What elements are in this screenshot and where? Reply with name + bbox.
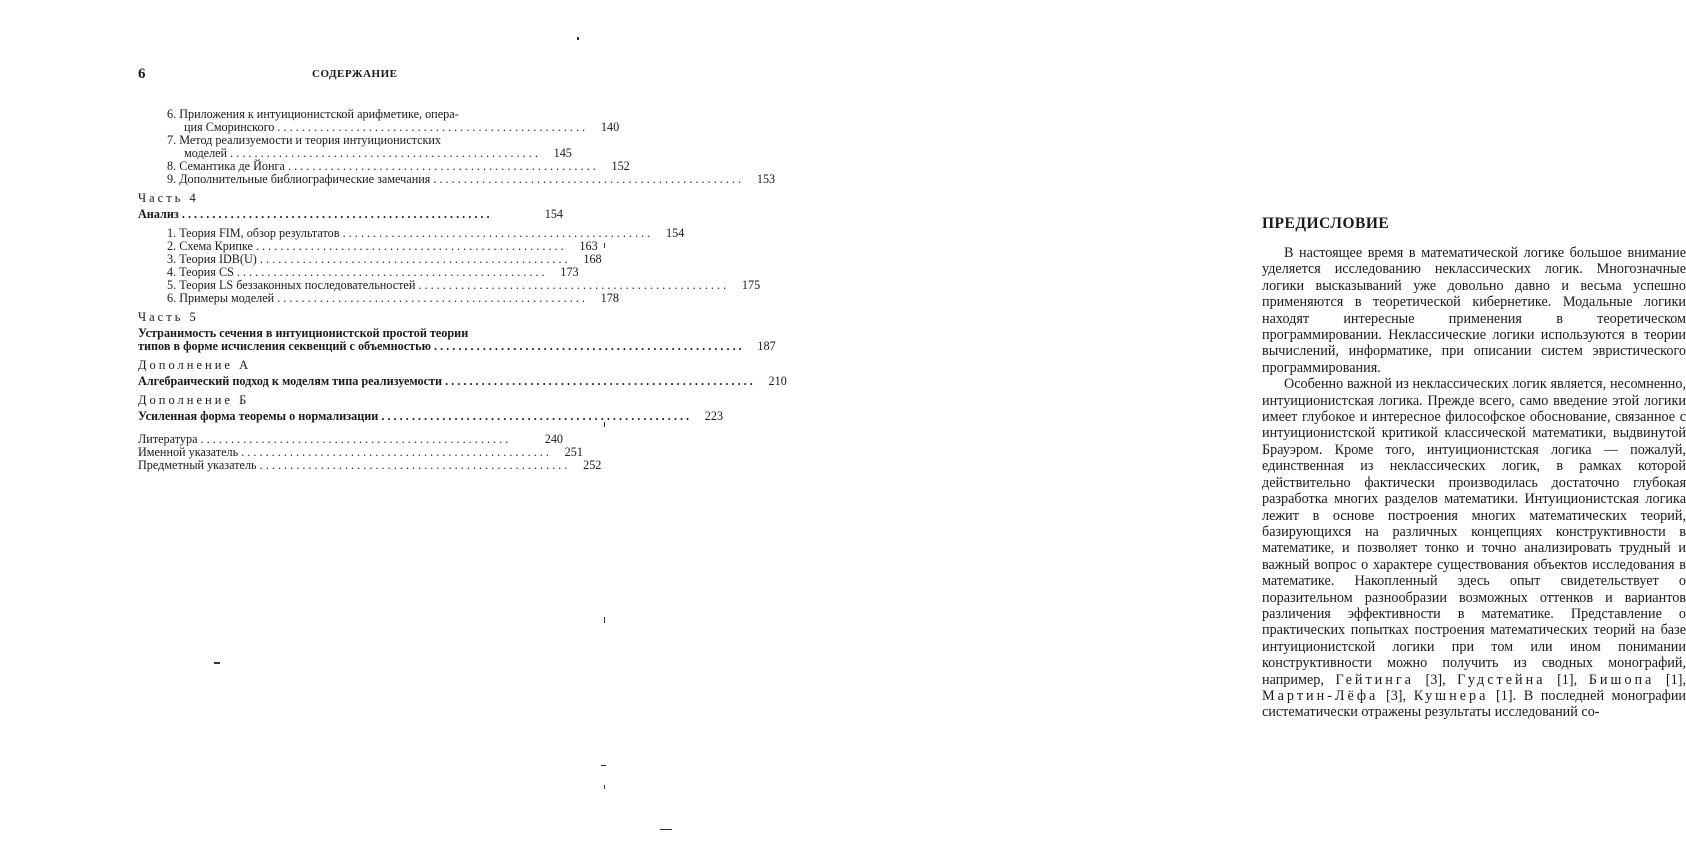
toc-page-number: 152: [611, 159, 630, 173]
toc-entry: [138, 107, 620, 134]
toc-entry-text: Теория IDB(U): [179, 252, 257, 266]
toc-entry: [138, 291, 619, 305]
running-head: [138, 66, 568, 84]
toc-entry-number: 7.: [167, 133, 177, 147]
toc-page-number: 163: [579, 239, 598, 253]
scan-speck: [604, 422, 605, 427]
paragraph: В настоящее время в математической логике большое внимание уделяется исследованию неклассических логик. Многозначные логики высказываний уже довольно давно и весьма успешно применяются в теоретической кибернетике. Модальные логики находят интересные применения в теоретическом программировании. Неклассические логики используются в теории вычислений, информатике, при описании систем эвристического программирования.: [1262, 245, 1686, 376]
toc-page-number: 240: [544, 432, 563, 446]
toc-entry-text: Именной указатель: [138, 445, 239, 459]
toc-page-number: 187: [757, 339, 776, 353]
toc-entry-number: 3.: [167, 252, 177, 266]
toc-entry-text: Приложения к интуиционистской арифметике, опера-: [179, 107, 459, 121]
author-name: Бишопа: [1588, 671, 1655, 688]
toc-entry-text: Усиленная форма теоремы о нормализации: [138, 409, 379, 423]
scan-speck: [577, 37, 579, 40]
appendix-label: Дополнение Б: [138, 393, 250, 407]
toc-page-number: 140: [600, 120, 620, 134]
citation: [1]: [1665, 671, 1683, 688]
toc-entry-number: 1.: [167, 226, 177, 240]
toc-entry-number: 5.: [167, 278, 177, 292]
toc-page-number: 173: [560, 265, 579, 279]
toc-entry-number: 8.: [167, 159, 177, 173]
author-name: Гейтинга: [1335, 671, 1414, 688]
toc-entry-number: 2.: [167, 239, 177, 253]
scan-speck: [214, 662, 220, 664]
running-head-title: СОДЕРЖАНИЕ: [312, 68, 398, 80]
toc-entry: [138, 133, 572, 160]
toc-entry-text: Теория CS: [179, 265, 234, 279]
toc-entry-text: моделей: [184, 146, 228, 160]
toc-page-number: 168: [583, 252, 602, 266]
toc-entry-text: Литература: [138, 432, 198, 446]
author-name: Гудстейна: [1457, 671, 1546, 688]
toc-entry-text: Алгебраический подход к моделям типа реализуемости: [138, 374, 443, 388]
toc-page-number: 252: [583, 458, 602, 472]
appendix-a-group: [138, 358, 787, 388]
appendix-b-group: [138, 393, 724, 423]
toc-entry-text: Анализ: [138, 207, 179, 221]
toc-entry-number: 6.: [167, 291, 177, 305]
toc-entry-text: Теория LS беззаконных последовательностей: [179, 278, 416, 292]
toc-entry-text: Схема Крипке: [179, 239, 253, 253]
citation: [1]: [1496, 687, 1513, 704]
toc-page-number: 175: [741, 278, 761, 292]
toc-entry: [138, 409, 724, 423]
scan-speck: [604, 617, 605, 623]
toc-entry-text: Примеры моделей: [179, 291, 275, 305]
toc-entry-text: Семантика де Йонга: [179, 159, 285, 173]
scan-speck: [604, 243, 605, 248]
toc-page-number: 251: [564, 445, 583, 459]
toc-entry-text: Устранимость сечения в интуиционистской простой теории: [138, 326, 469, 340]
right-page: [600, 0, 1686, 848]
toc-entry-text: типов в форме исчисления секвенций с объемностью: [138, 339, 431, 353]
back-matter-group: [138, 432, 602, 472]
toc-entry-text: Дополнительные библиографические замечания: [179, 172, 431, 186]
toc-entry: [138, 172, 776, 186]
toc-entry-text: ция Сморинского: [184, 120, 275, 134]
toc-page-number: 145: [553, 146, 572, 160]
author-name: Кушнера: [1413, 687, 1489, 704]
citation: [3]: [1425, 671, 1443, 688]
toc-entry: [138, 374, 787, 388]
body-text: [1262, 245, 1686, 721]
left-page: [0, 0, 787, 848]
toc-entry-number: 6.: [167, 107, 177, 121]
scan-speck: [601, 765, 606, 766]
part-5-group: [138, 310, 776, 353]
toc-page-number: 154: [666, 226, 685, 240]
toc-top-group: [138, 107, 776, 186]
toc-entry-text: Предметный указатель: [138, 458, 257, 472]
paragraph: Особенно важной из неклассических логик является, несомненно, интуиционистская логика. Прежде всего, само введение этой логики имеет глубокое и интересное философское обоснование, связанное с интуиционистской критикой классической математики, выдвинутой Брауэром. Кроме того, интуиционистская логика — пожалуй, единственная из неклассических логик, в рамках которой действительно фактически производилась достаточно глубокая разработка многих разделов математики. Интуиционистская логика лежит в основе построения многих математических теорий, базирующихся на различных концепциях конструктивности в математике, и позволяет тонко и точно анализировать трудный и важный вопрос о характере существования объектов исследования в математике. Накопленный здесь опыт свидетельствует о поразительном разнообразии возможных оттенков и вариантов различения эффективности в математике. Представление о практических попытках построения математических теорий на базе интуиционистской логики при том или ином понимании конструктивности можно получить из сводных монографий, например, Гейтинга [3], Гудстейна [1], Бишопа [1], Мартин-Лёфа [3], Кушнера [1]. В последней монографии систематически отражены результаты исследований со-: [1262, 376, 1686, 721]
toc-entry: [138, 458, 602, 472]
part-label: Часть 5: [138, 310, 199, 324]
table-of-contents: [138, 107, 787, 478]
citation: [1]: [1557, 671, 1574, 688]
toc-page-number: 153: [756, 172, 776, 186]
toc-page-number: 178: [600, 291, 619, 305]
toc-entry-text: Метод реализуемости и теория интуиционистских: [179, 133, 442, 147]
toc-page-number: 154: [544, 207, 563, 221]
part-label: Часть 4: [138, 191, 199, 205]
page-number: 6: [138, 66, 146, 82]
toc-entry-number: 9.: [167, 172, 177, 186]
toc-page-number: 210: [768, 374, 787, 388]
toc-chapter-entry: [138, 208, 563, 221]
appendix-label: Дополнение А: [138, 358, 252, 372]
toc-page-number: 223: [704, 409, 724, 423]
citation: [3]: [1385, 687, 1403, 704]
part-4-group: [138, 191, 761, 305]
section-title: ПРЕДИСЛОВИЕ: [1262, 215, 1390, 232]
toc-entry-text: Теория FIM, обзор результатов: [179, 226, 340, 240]
scan-speck: [660, 829, 672, 830]
scan-speck: [604, 785, 605, 789]
toc-entry-number: 4.: [167, 265, 177, 279]
author-name: Мартин-Лёфа: [1262, 687, 1379, 704]
